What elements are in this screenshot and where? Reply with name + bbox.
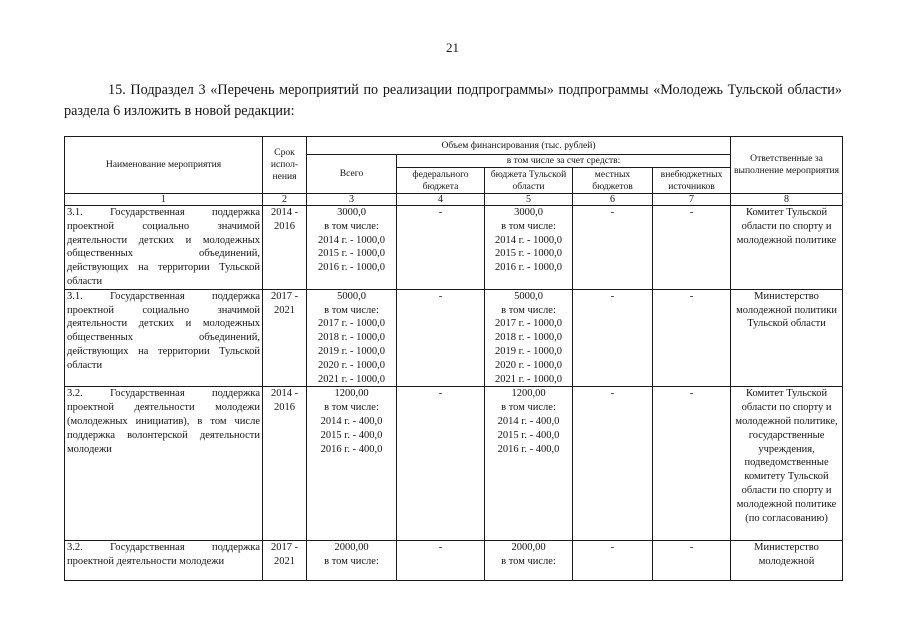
- table-row: [65, 541, 843, 581]
- total-line: 2019 г. - 1000,0: [318, 345, 385, 357]
- extra-cell: -: [653, 289, 731, 387]
- federal-cell: -: [397, 541, 485, 581]
- federal-cell: -: [397, 387, 485, 541]
- total-line: 2016 г. - 1000,0: [318, 262, 385, 274]
- total-cell: [307, 206, 397, 290]
- responsible-cell: Комитет Тульской области по спорту и молодежной политике: [731, 206, 843, 290]
- total-cell: [307, 541, 397, 581]
- extra-cell: -: [653, 387, 731, 541]
- activity-name: 3.2. Государственная поддержка проектной деятельности молодежи: [65, 541, 263, 581]
- activity-name: 3.1. Государственная поддержка проектной социально значимой деятельности детских и молодежных общественных объединений, действующих на территории Тульской области: [65, 206, 263, 290]
- regional-line: 5000,0: [514, 290, 543, 302]
- regional-line: 2016 г. - 1000,0: [495, 262, 562, 274]
- regional-line: в том числе:: [501, 304, 556, 316]
- regional-line: 2019 г. - 1000,0: [495, 345, 562, 357]
- total-line: 2018 г. - 1000,0: [318, 332, 385, 344]
- responsible-cell: Министерство молодежной политики Тульской области: [731, 289, 843, 387]
- total-line: 2015 г. - 1000,0: [318, 248, 385, 260]
- total-line: 2021 г. - 1000,0: [318, 373, 385, 385]
- regional-line: 2017 г. - 1000,0: [495, 318, 562, 330]
- total-line: в том числе:: [324, 402, 379, 414]
- total-line: в том числе:: [324, 304, 379, 316]
- regional-line: 2014 г. - 400,0: [497, 415, 560, 427]
- header-name: Наименование мероприятия: [65, 137, 263, 194]
- regional-line: 2015 г. - 1000,0: [495, 248, 562, 260]
- activity-name: 3.2. Государственная поддержка проектной деятельности молодежи (молодежных инициатив), в том числе поддержка волонтерской деятельности молодежи: [65, 387, 263, 541]
- regional-line: в том числе:: [501, 556, 556, 568]
- header-local: местных бюджетов: [573, 168, 653, 194]
- column-number: 4: [397, 194, 485, 206]
- header-federal: федерального бюджета: [397, 168, 485, 194]
- column-number-row: [65, 194, 843, 206]
- page-number: 21: [446, 40, 459, 55]
- total-line: в том числе:: [324, 220, 379, 232]
- regional-line: в том числе:: [501, 220, 556, 232]
- column-number: 8: [731, 194, 843, 206]
- column-number: 2: [263, 194, 307, 206]
- activity-term: 2014 - 2016: [263, 387, 307, 541]
- intro-paragraph: 15. Подраздел 3 «Перечень мероприятий по реализации подпрограммы» подпрограммы «Молодежь Тульской области» раздела 6 изложить в новой редакции:: [64, 82, 842, 119]
- total-line: 2016 г. - 400,0: [320, 443, 383, 455]
- federal-cell: -: [397, 206, 485, 290]
- total-line: 2020 г. - 1000,0: [318, 359, 385, 371]
- header-total: Всего: [307, 155, 397, 194]
- total-line: 1200,00: [334, 388, 369, 400]
- regional-line: 3000,0: [514, 207, 543, 218]
- total-line: 5000,0: [337, 290, 366, 302]
- federal-cell: -: [397, 289, 485, 387]
- regional-line: в том числе:: [501, 402, 556, 414]
- regional-line: 2000,00: [511, 542, 546, 554]
- header-extra: внебюджетных источников: [653, 168, 731, 194]
- regional-line: 2016 г. - 400,0: [497, 443, 560, 455]
- regional-cell: [485, 206, 573, 290]
- activity-term: 2017 - 2021: [263, 541, 307, 581]
- local-cell: -: [573, 206, 653, 290]
- regional-cell: [485, 541, 573, 581]
- column-number: 5: [485, 194, 573, 206]
- total-cell: [307, 289, 397, 387]
- table-row: [65, 289, 843, 387]
- responsible-cell: Министерство молодежной: [731, 541, 843, 581]
- activities-table: [64, 136, 843, 581]
- header-regional: бюджета Тульской области: [485, 168, 573, 194]
- local-cell: -: [573, 387, 653, 541]
- total-line: 3000,0: [337, 207, 366, 218]
- header-term: Срок испол-нения: [263, 137, 307, 194]
- regional-line: 2020 г. - 1000,0: [495, 359, 562, 371]
- regional-line: 2015 г. - 400,0: [497, 429, 560, 441]
- total-cell: [307, 387, 397, 541]
- table-row: [65, 387, 843, 541]
- total-line: 2000,00: [334, 542, 369, 554]
- extra-cell: -: [653, 541, 731, 581]
- regional-line: 1200,00: [511, 388, 546, 400]
- header-responsible: Ответственные за выполнение мероприятия: [731, 137, 843, 194]
- table-row: [65, 206, 843, 290]
- total-line: в том числе:: [324, 556, 379, 568]
- regional-line: 2021 г. - 1000,0: [495, 373, 562, 385]
- column-number: 6: [573, 194, 653, 206]
- header-funding: Объем финансирования (тыс. рублей): [307, 137, 731, 155]
- total-line: 2014 г. - 1000,0: [318, 234, 385, 246]
- column-number: 3: [307, 194, 397, 206]
- activity-term: 2017 - 2021: [263, 289, 307, 387]
- regional-line: 2014 г. - 1000,0: [495, 234, 562, 246]
- regional-cell: [485, 289, 573, 387]
- total-line: 2014 г. - 400,0: [320, 415, 383, 427]
- local-cell: -: [573, 289, 653, 387]
- regional-cell: [485, 387, 573, 541]
- total-line: 2017 г. - 1000,0: [318, 318, 385, 330]
- regional-line: 2018 г. - 1000,0: [495, 332, 562, 344]
- total-line: 2015 г. - 400,0: [320, 429, 383, 441]
- column-number: 7: [653, 194, 731, 206]
- activity-term: 2014 - 2016: [263, 206, 307, 290]
- header-including: в том числе за счет средств:: [397, 155, 731, 168]
- extra-cell: -: [653, 206, 731, 290]
- local-cell: -: [573, 541, 653, 581]
- column-number: 1: [65, 194, 263, 206]
- activity-name: 3.1. Государственная поддержка проектной социально значимой деятельности детских и молодежных общественных объединений, действующих на территории Тульской области: [65, 289, 263, 387]
- responsible-cell: Комитет Тульской области по спорту и молодежной политике, государственные учреждения, подведомственные комитету Тульской области по спорту и молодежной политике (по согласованию): [731, 387, 843, 541]
